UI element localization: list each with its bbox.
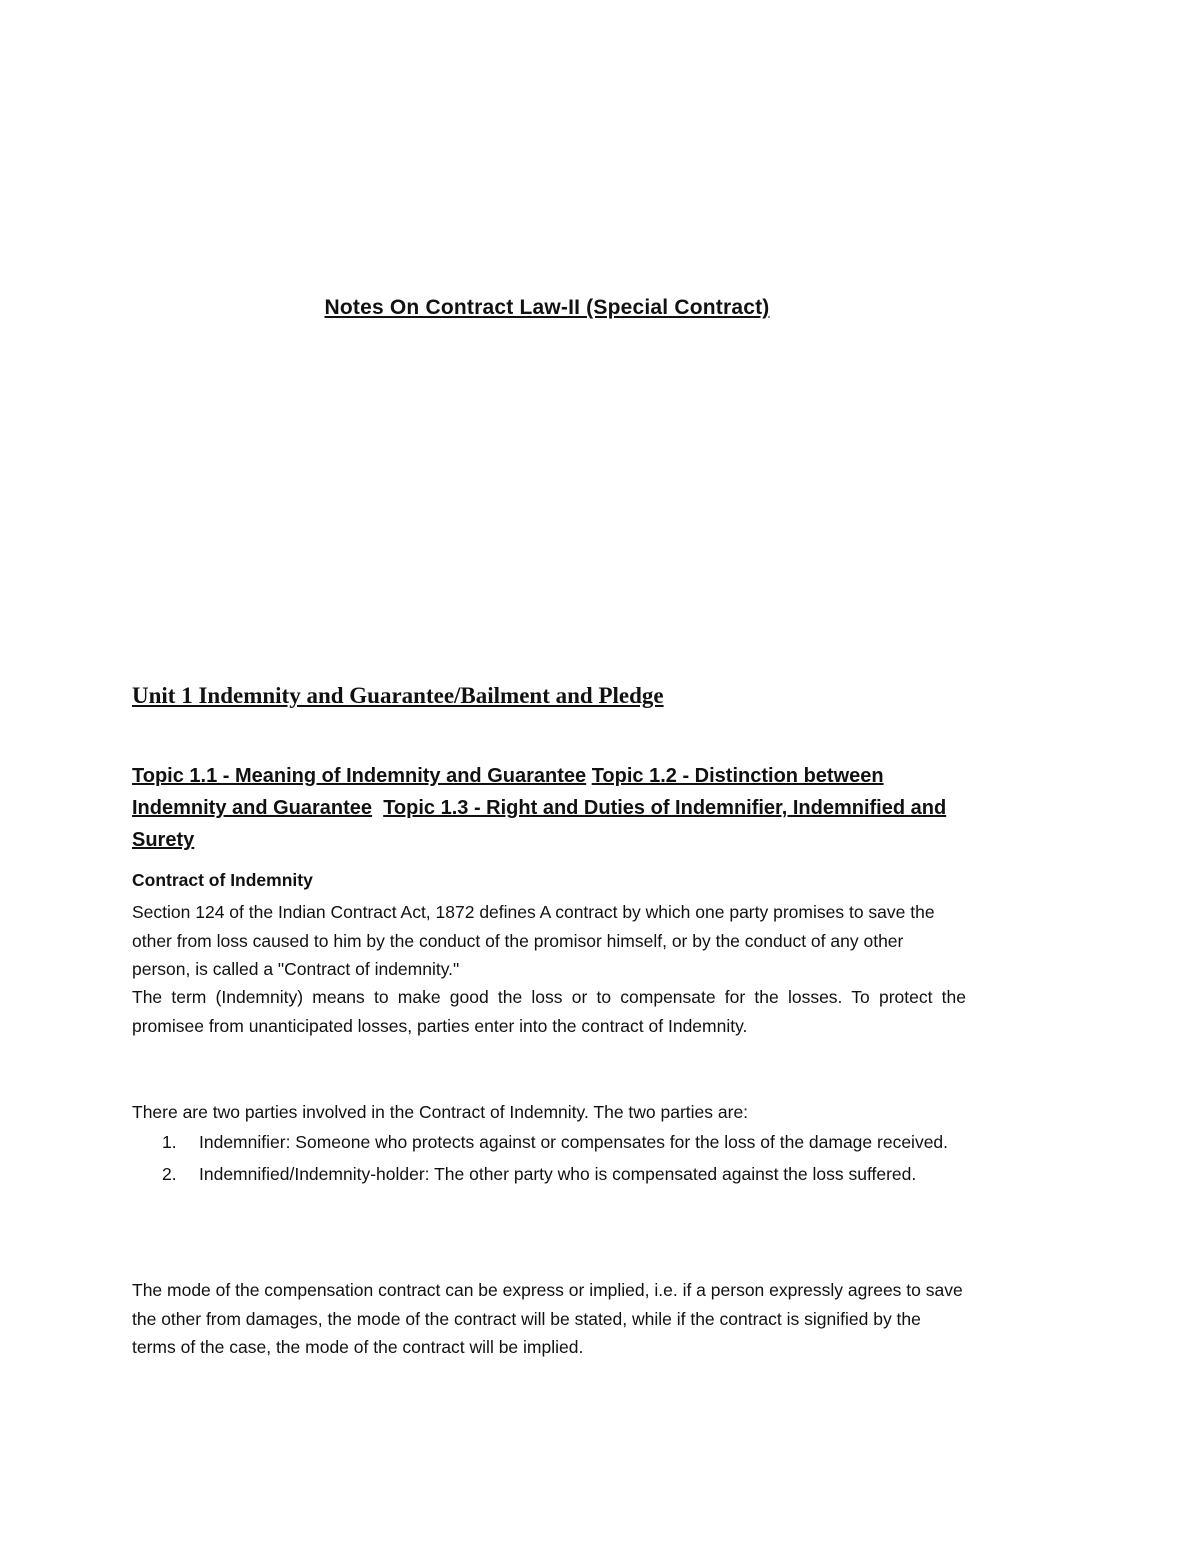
list-item-text: Indemnifier: Someone who protects against or compensates for the loss of the damage received. (199, 1132, 949, 1152)
topic-1-2: Topic 1.2 - Distinction between Indemnity and Guarantee (132, 765, 884, 819)
unit-heading: Unit 1 Indemnity and Guarantee/Bailment and Pledge (132, 683, 664, 708)
paragraph-mode-of-contract: The mode of the compensation contract can be express or implied, i.e. if a person expressly agrees to save the other from damages, the mode of the contract will be stated, while if the contract is signified by the terms of the case, the mode of the contract will be implied. (132, 1280, 963, 1357)
section-heading: Contract of Indemnity (132, 870, 313, 890)
topic-1-1: Topic 1.1 - Meaning of Indemnity and Guarantee (132, 765, 587, 787)
list-item-number: 2. (162, 1163, 177, 1184)
paragraph-definition: Section 124 of the Indian Contract Act, 1872 defines A contract by which one party promises to save the other from loss caused to him by the conduct of the promisor himself, or by the conduct of any other person, is called a "Contract of indemnity." (132, 902, 935, 979)
topic-1-3: Topic 1.3 - Right and Duties of Indemnifier, Indemnified and Surety (132, 797, 947, 851)
parties-list (132, 1128, 966, 1191)
topics-heading (132, 760, 952, 856)
list-item-number: 1. (162, 1132, 177, 1152)
paragraph-parties-intro: There are two parties involved in the Contract of Indemnity. The two parties are: (132, 1102, 749, 1122)
list-item-text: Indemnified/Indemnity-holder: The other party who is compensated against the loss suffered. (199, 1163, 917, 1184)
list-item (132, 1160, 966, 1189)
paragraph-term-meaning: The term (Indemnity) means to make good the loss or to compensate for the losses. To protect the promisee from unanticipated losses, parties enter into the contract of Indemnity. (132, 987, 966, 1036)
list-item (132, 1128, 966, 1157)
document-title: Notes On Contract Law-II (Special Contract) (324, 296, 770, 319)
